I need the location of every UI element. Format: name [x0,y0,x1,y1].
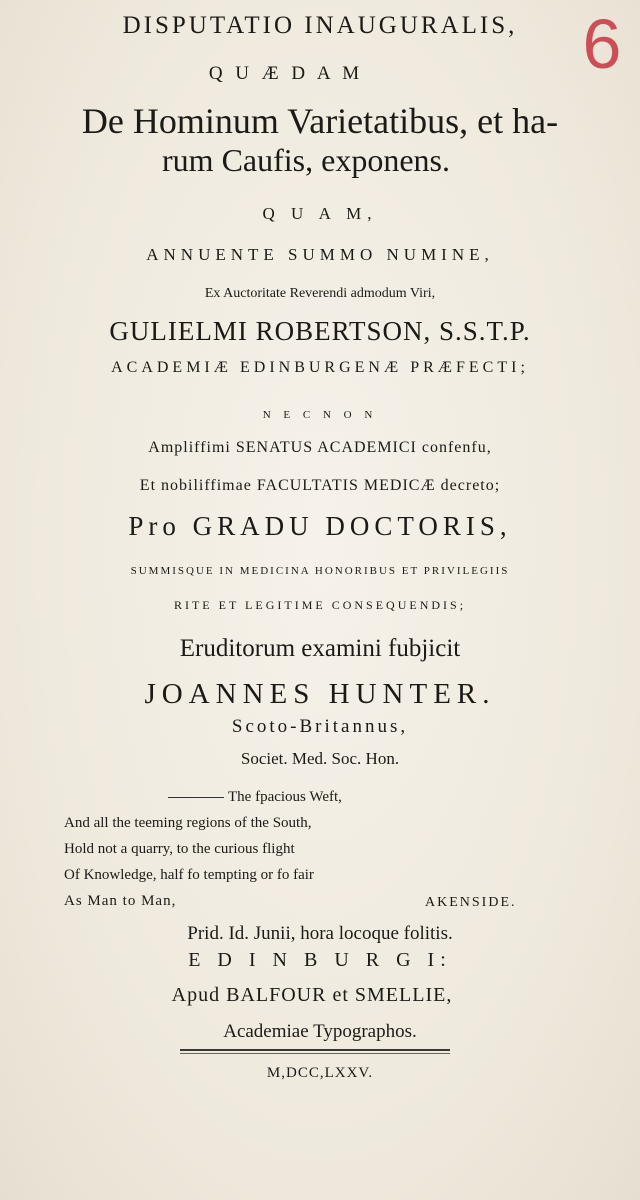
eruditorum-examini: Eruditorum examini fubjicit [179,635,461,662]
academiae-praefecti: ACADEMIÆ EDINBURGENÆ PRÆFECTI; [111,359,529,376]
author-society: Societ. Med. Soc. Hon. [240,749,400,768]
summisque-honoribus: SUMMISQUE IN MEDICINA HONORIBUS ET PRIVILEGIIS [130,565,510,577]
dissertation-title: DISPUTATIO INAUGURALIS, [122,12,518,39]
quam: Q U A M, [262,204,378,223]
rite-et-legitime: RITE ET LEGITIME CONSEQUENDIS; [173,598,467,612]
annuente-summo-numine: ANNUENTE SUMMO NUMINE, [146,245,494,264]
imprint-role: Academiae Typographos. [223,1021,417,1042]
imprint-year: M,DCC,LXXV. [266,1065,374,1081]
epigraph-line-1: The fpacious Weft, [168,790,640,805]
epigraph-dash [168,797,224,798]
folio-number: 6 [582,5,622,83]
imprint-rule [180,1049,450,1051]
defense-date: Prid. Id. Junii, hora locoque folitis. [187,923,453,944]
epigraph-line-4: Of Knowledge, half fo tempting or fo fair [64,867,314,883]
epigraph-line-3: Hold not a quarry, to the curious flight [64,841,295,857]
imprint-city: E D I N B U R G I: [188,949,452,971]
subject-line-1: De Hominum Varietatibus, et ha- [81,101,559,141]
quaedam: Q U Æ D A M [208,63,364,84]
subject-line-2: rum Caufis, exponens. [162,142,450,178]
author-name: JOANNES HUNTER. [144,678,496,710]
facultatis-decreto: Et nobiliffimae FACULTATIS MEDICÆ decreto; [139,477,501,494]
epigraph-line-5: As Man to Man, [64,893,177,909]
epigraph-attribution: AKENSIDE. [425,895,517,910]
imprint-rule-thin [180,1053,450,1054]
epigraph-line-2: And all the teeming regions of the South, [64,815,312,831]
imprint-printers: Apud BALFOUR et SMELLIE, [171,984,453,1006]
ex-auctoritate: Ex Auctoritate Reverendi admodum Viri, [204,286,436,301]
pro-gradu-doctoris: Pro GRADU DOCTORIS, [128,511,512,541]
senatus-consensu: Ampliffimi SENATUS ACADEMICI confenfu, [148,439,492,456]
rector-name: GULIELMI ROBERTSON, S.S.T.P. [109,316,531,346]
nec-non: N E C N O N [262,409,378,421]
author-origin: Scoto-Britannus, [231,716,409,737]
